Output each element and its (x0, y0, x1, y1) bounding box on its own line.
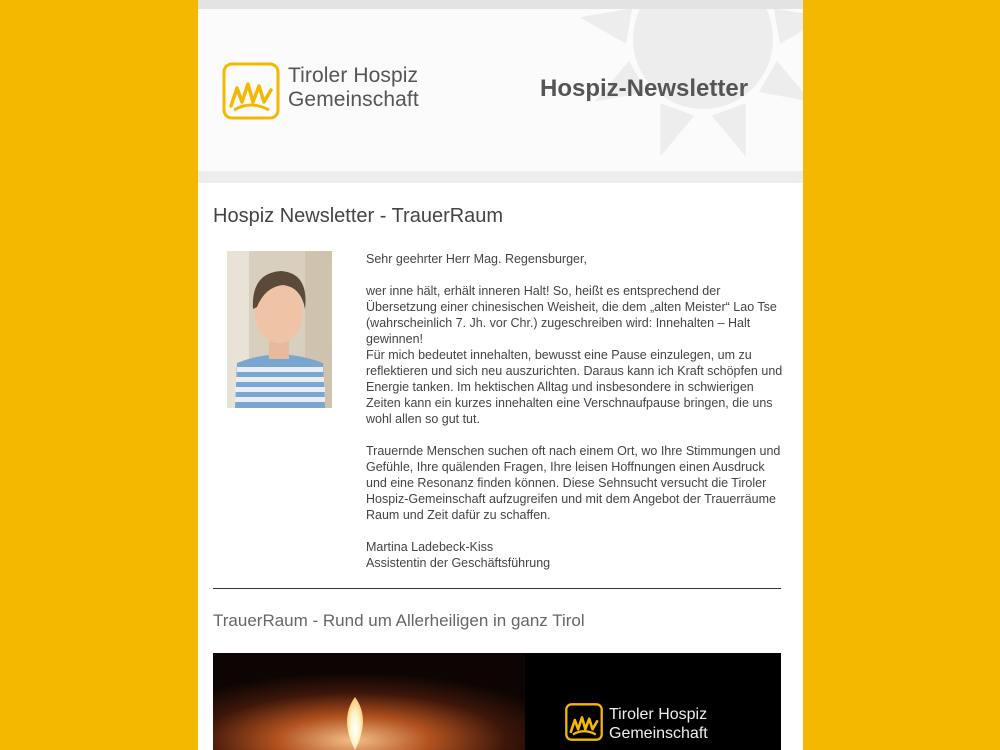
logo-line1: Tiroler Hospiz (288, 64, 419, 87)
trauerraum-banner[interactable] (213, 653, 781, 750)
letter-paragraph-3: Trauernde Menschen suchen oft nach einem Ort, wo Ihre Stimmungen und Gefühle, Ihre quälenden Fragen, Ihre leisen Hoffnungen einen Ausdruck und eine Resonanz finden können. Diese Sehnsucht versucht die Tiroler Hospiz-Gemeinschaft aufzugreifen und mit dem Angebot der Trauerräume Raum und Zeit dafür zu schaffen. (366, 444, 781, 522)
banner-logo (565, 703, 765, 749)
section-heading[interactable]: TrauerRaum - Rund um Allerheiligen in ganz Tirol (213, 611, 585, 630)
logo-text (288, 64, 419, 112)
banner-logo-text (609, 705, 708, 743)
newsletter-page (198, 0, 803, 750)
top-strip (198, 0, 803, 9)
greeting: Sehr geehrter Herr Mag. Regensburger, (366, 252, 587, 266)
banner-logo-line2: Gemeinschaft (609, 725, 708, 742)
letter-text (366, 251, 786, 571)
sunflower-logo-icon (222, 62, 280, 120)
page-title: Hospiz Newsletter - TrauerRaum (213, 205, 504, 227)
newsletter-title: Hospiz-Newsletter (540, 75, 749, 102)
logo-line2: Gemeinschaft (288, 88, 419, 111)
brand-logo[interactable] (222, 62, 432, 124)
header-separator (198, 171, 803, 183)
letter-paragraph-2: Für mich bedeutet innehalten, bewusst eine Pause einzulegen, um zu reflektieren und sich neu auszurichten. Daraus kann ich Kraft schöpfen und Energie tanken. Im hektischen Alltag und insbesondere in schwierigen Zeiten kann ein kurzes innehalten eine Verschnaufpause bringen, die uns wohl allen so gut tut. (366, 348, 783, 426)
banner-sunflower-logo-icon (565, 703, 603, 741)
signature-role: Assistentin der Geschäftsführung (366, 556, 551, 570)
portrait-photo (227, 251, 332, 408)
banner-logo-line1: Tiroler Hospiz (609, 706, 708, 723)
signature-name: Martina Ladebeck-Kiss (366, 540, 494, 554)
candle-photo (213, 653, 525, 750)
section-divider (213, 588, 781, 589)
letter-paragraph-1: wer inne hält, erhält inneren Halt! So, heißt es entsprechend der Übersetzung einer chinesischen Weisheit, die dem „alten Meister“ Lao Tse (wahrscheinlich 7. Jh. vor Chr.) zugeschreiben wird: Innehalten – Halt gewinnen! (366, 284, 777, 346)
newsletter-header (198, 9, 803, 171)
